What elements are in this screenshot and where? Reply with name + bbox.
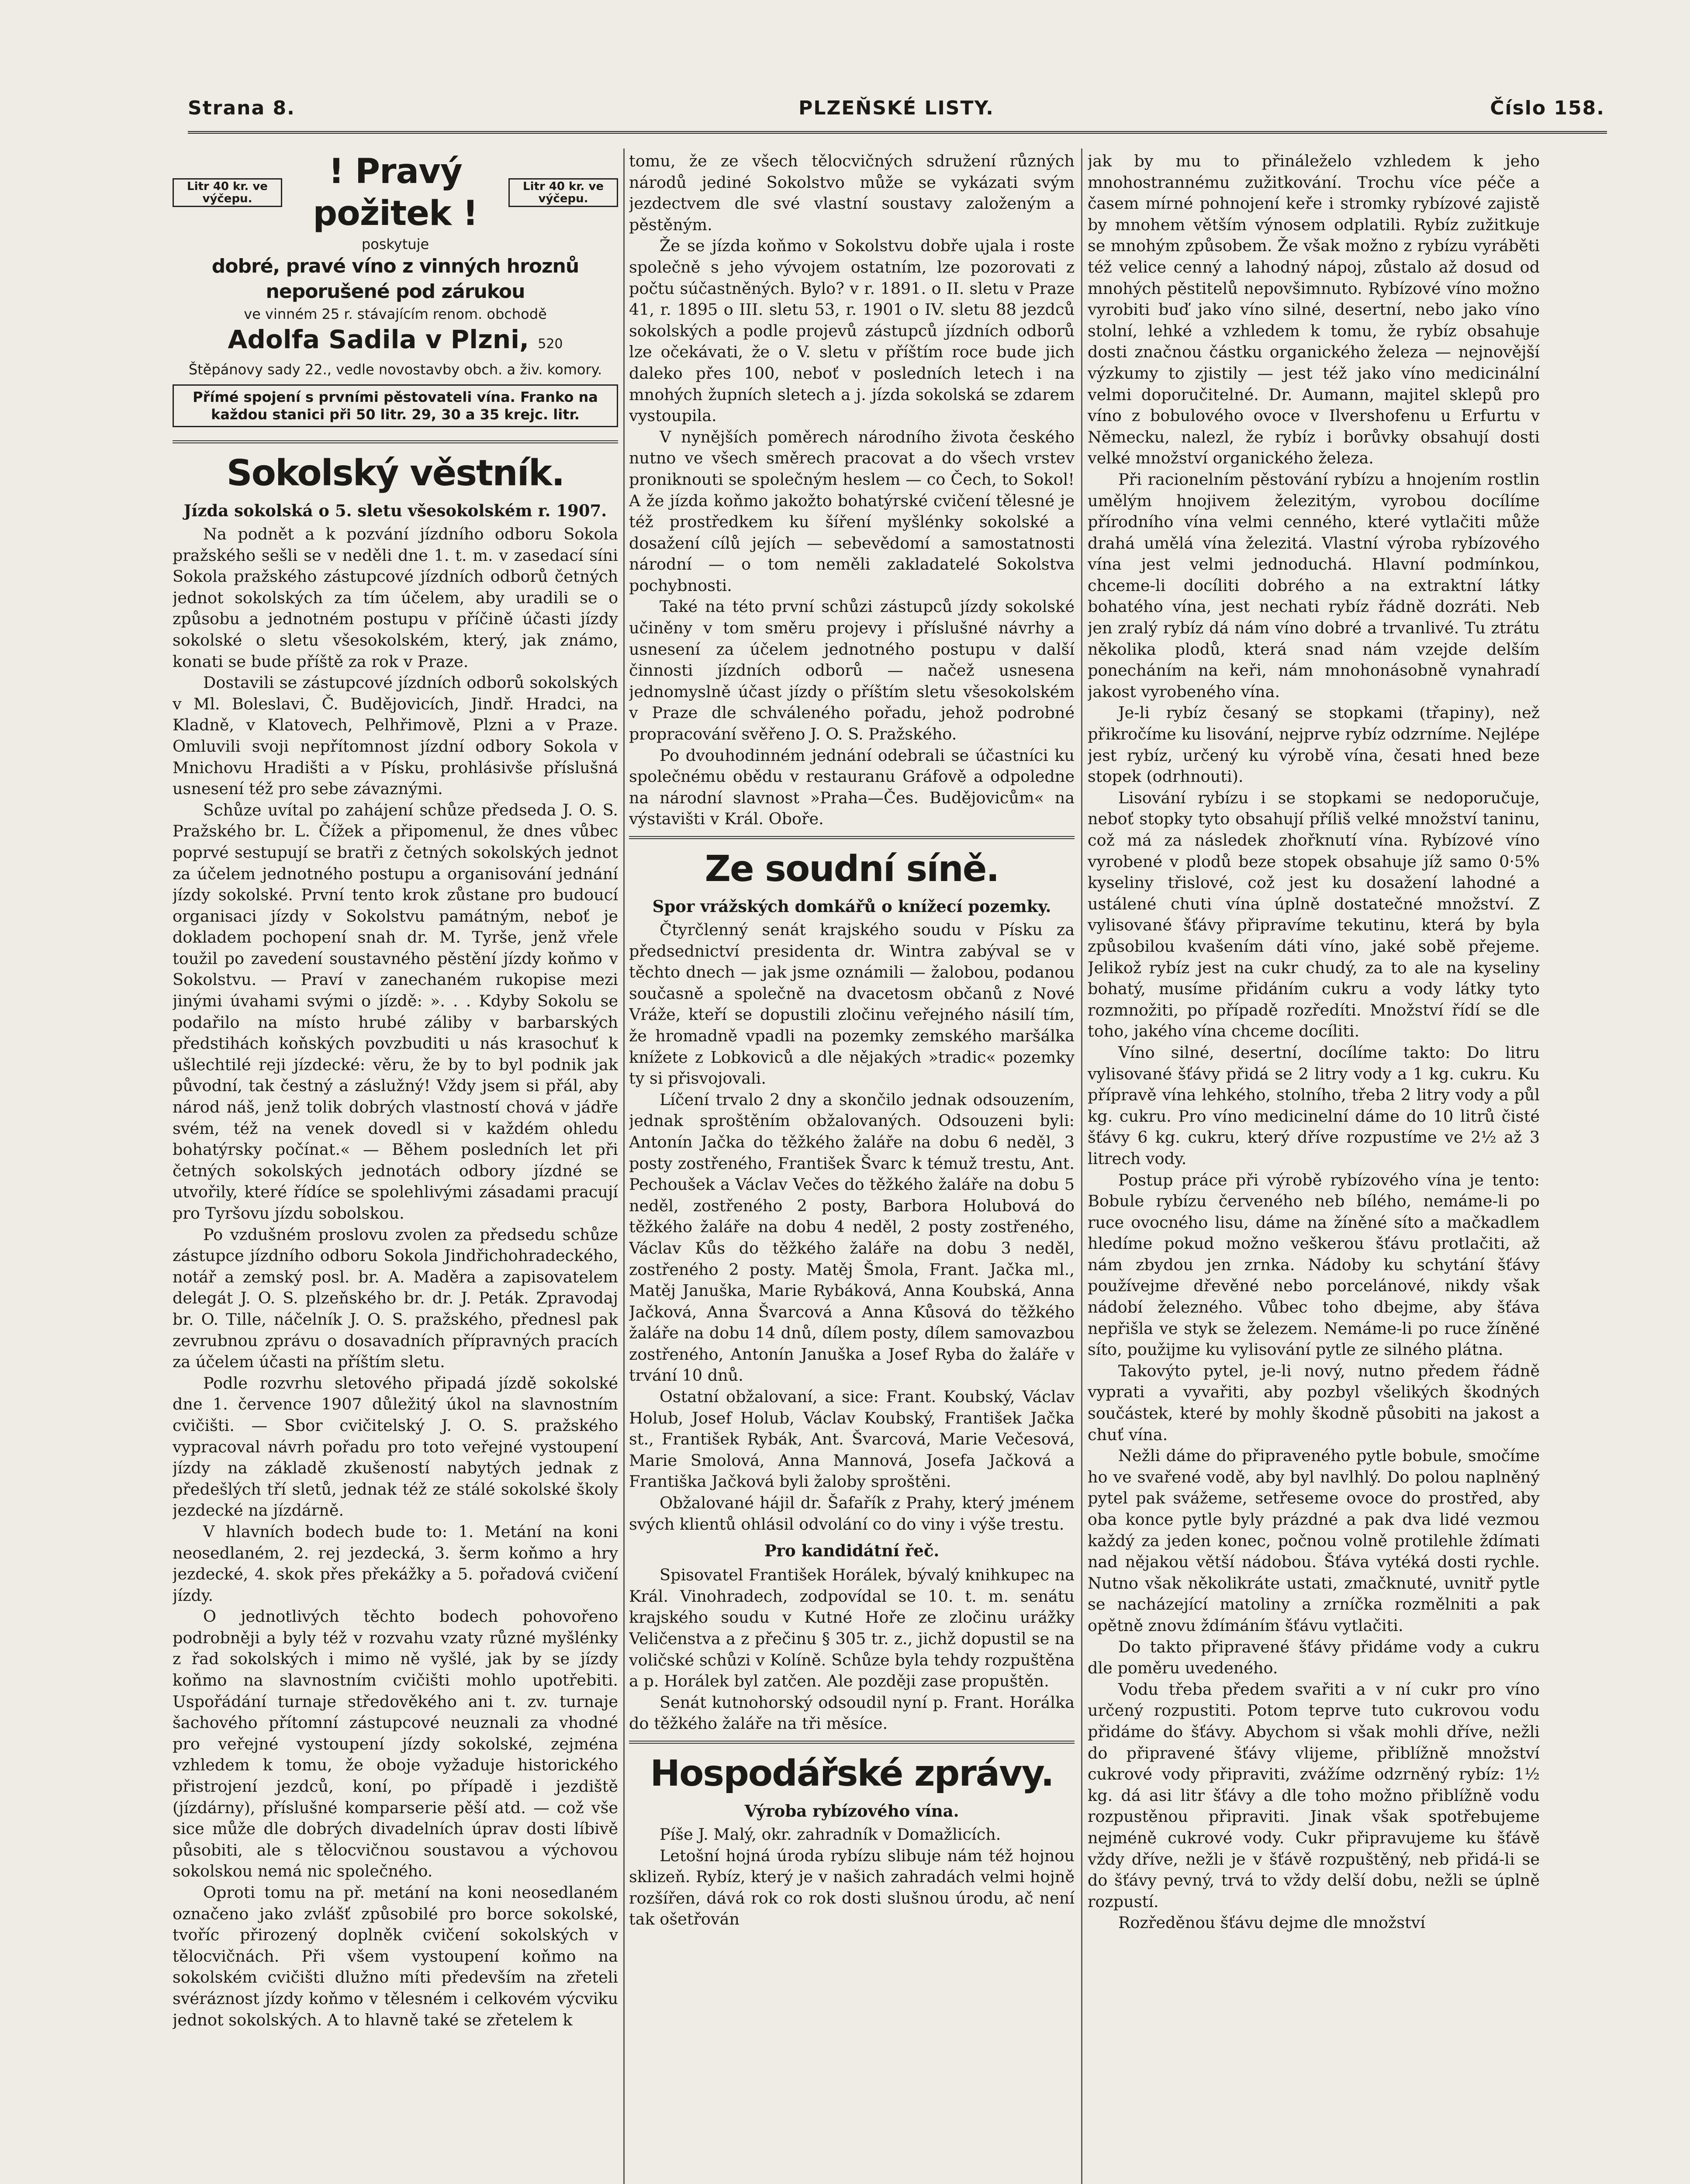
paragraph: Letošní hojná úroda rybízu slibuje nám též hojnou sklizeň. Rybíz, který je v našich zahradách velmi hojně rozšířen, dává rok co rok dosti slušnou úrodu, ač není tak ošetřován [629, 1846, 1075, 1929]
paragraph: Podle rozvrhu sletového připadá jízdě sokolské dne 1. července 1907 důležitý úkol na slavnostním cvičišti. — Sbor cvičitelský J. O. S. pražského vypracoval návrh pořadu pro toto veřejné vystoupení jízdy na základě zkušeností nabytých jednak z předešlých tří sletů, jednak též ze stálé sokolské školy jezdecké na jízdárně. [173, 1373, 618, 1520]
economy-section-title: Hospodářské zprávy. [650, 1752, 1054, 1794]
page-number: Strana 8. [188, 97, 295, 119]
court-section-title: Ze soudní síně. [705, 848, 999, 890]
paragraph: jak by mu to přináleželo vzhledem k jeho mnohostrannému zužitkování. Trochu více péče a časem mírné pohnojení keře i stromky rybízové zajistě by mnohem větším výnosem odplatili. Rybíz zužitkuje se mnohým způsobem. Že však možno z rybízu vyráběti též velice cenný a lahodný nápoj, zůstalo až dosud od mnohých pěstitelů nepovšimnuto. Rybízové víno možno vyrobiti buď jako víno silné, desertní, nebo jako víno stolní, lehké a vzhledem k tomu, že rybíz obsahuje dosti značnou částku organického železa — nejnovější výzkumy to zjistily — jest též jako víno medicinální velmi doporučitelné. Dr. Aumann, majitel sklepů pro víno z bobulového ovoce v Ilvershofenu u Erfurtu v Německu, nalezl, že rybíz i borůvky obsahují dosti velké množství organického železa. [1088, 152, 1540, 468]
section-divider [173, 440, 618, 443]
paragraph: Oproti tomu na př. metání na koni neosedlaném označeno jako zvlášť způsobilé pro borce sokolské, tvoříc přirozený doplněk cvičení sokolských v tělocvičnách. Při všem vystoupení koňmo na sokolském cvičišti dlužno míti především na zřeteli svéráznost jízdy koňmo v tělesném i celkovém výcviku jednot sokolských. A to hlavně také se zřetelem k [173, 1883, 618, 2029]
sokol-article-heading: Jízda sokolská o 5. sletu všesokolském r. 1907. [183, 501, 607, 520]
economy-article-heading: Výroba rybízového vína. [744, 1801, 959, 1821]
ad-provides: poskytuje [361, 236, 429, 252]
ad-number: 520 [538, 336, 563, 352]
paragraph: Obžalované hájil dr. Šafařík z Prahy, který jménem svých klientů ohlásil odvolání co do viny i výše trestu. [629, 1493, 1075, 1534]
ad-shop-line: ve vinném 25 r. stávajícím renom. obchodě [244, 306, 547, 322]
paragraph: Nežli dáme do připraveného pytle bobule, smočíme ho ve svařené vodě, aby byl navlhlý. Do polou naplněný pytel pak svážeme, setřeseme ovoce do prostřed, aby oba konce pytle byly prázdné a pak dva lidé vezmou každý za jeden konec, počnou volně protilehle ždímati nad nějakou větší nádobou. Šťáva vytéká dosti rychle. Nutno však několikráte ustati, zmačknuté, uvnitř pytle se nacházející matoliny a zrníčka rozmělniti a pak opětně znovu ždímáním šťávu vytlačiti. [1088, 1446, 1540, 1635]
paragraph: Rozředěnou šťávu dejme dle množství [1118, 1913, 1426, 1932]
running-head [188, 97, 1605, 132]
paragraph: V nynějších poměrech národního života českého nutno ve všech směrech pracovat a do všech vrstev proniknouti se společným heslem — co Čech, to Sokol! A že jízda koňmo jakožto bohatýrské cvičení tělesné je též prostředkem ku šíření myšlénky sokolské a dosažení cílů jejích — sebevědomí a samostatnosti národní — o tom neměli zakladatelé Sokolstva pochybnosti. [629, 427, 1075, 595]
ad-owner [173, 324, 618, 360]
ad-wine-line: dobré, pravé víno z vinných hroznů neporušené pod zárukou [211, 255, 579, 303]
column-1 [173, 151, 618, 2184]
header-rule [188, 131, 1607, 134]
paragraph: Senát kutnohorský odsoudil nyní p. Frant. Horálka do těžkého žaláře na tři měsíce. [629, 1693, 1075, 1733]
paragraph: Do takto připravené šťávy přidáme vody a cukru dle poměru uvedeného. [1088, 1637, 1540, 1678]
paragraph: tomu, že ze všech tělocvičných sdružení různých národů jediné Sokolstvo může se vykázati svým jezdectvem dle své vlastní soustavy založeným a pěstěným. [629, 152, 1075, 234]
column-rule-1 [623, 149, 625, 2184]
paragraph: Také na této první schůzi zástupců jízdy sokolské učiněny v tom směru projevy i příslušné návrhy a usnesení za účelem jednotného postupu v další činnosti jízdních odborů — načež usnesena jednomyslně účast jízdy o příštím sletu všesokolském v Praze dle schváleného pořadu, jehož podrobné propracování svěřeno J. O. S. Pražského. [629, 597, 1075, 744]
paragraph: Při racionelním pěstování rybízu a hnojením rostlin umělým hnojivem železitým, vyrobou docílíme přírodního vína velmi cenného, které vytlačiti může drahá umělá vína železitá. Vlastní výroba rybízového vína jest velmi jednoduchá. Hlavní podmínkou, chceme-li docíliti dobrého a na extraktní látky bohatého vína, jest nechati rybíz řádně dozráti. Neb jen zralý rybíz dá nám víno dobré a trvanlivé. Tu ztrátu několika plodů, která snad nám vzejde delším ponecháním na keři, nám mnohonásobně vynahradí jakost vyrobeného vína. [1088, 470, 1540, 701]
paragraph: Že se jízda koňmo v Sokolstvu dobře ujala i roste společně s jeho vývojem ostatním, lze pozorovati z počtu súčastněných. Bylo? v r. 1891. o II. sletu v Praze 41, r. 1895 o III. sletu 53, r. 1901 o IV. sletu 88 jezdců sokolských a podle projevů zástupců jízdních odborů lze očekávati, že o V. sletu v příštím roce bude jich daleko přes 100, neboť v posledních letech i na mnohých župních sletech a j. jízda sokolská se zdarem vystoupila. [629, 236, 1075, 425]
paragraph: Ostatní obžalovaní, a sice: Frant. Koubský, Václav Holub, Josef Holub, Václav Koubský, František Jačka st., František Rybák, Ant. Švarcová, Marie Večesová, Marie Smolová, Anna Mannová, Josefa Jačková a Františka Jačková byli žaloby sproštěni. [629, 1387, 1075, 1491]
price-stamp-left: Litr 40 kr. ve výčepu. [173, 178, 282, 207]
ad-slogan: ! Pravý požitek ! [313, 152, 478, 233]
paragraph: Na podnět a k pozvání jízdního odboru Sokola pražského sešli se v neděli dne 1. t. m. v zasedací síni Sokola pražského zástupcové jízdních odborů četných jednot sokolských za tím účelem, aby uradili se o způsobu a jednotném postupu v příčině účasti jízdy sokolské o sletu všesokolském, který, jak známo, konati se bude příště za rok v Praze. [173, 525, 618, 671]
section-divider [629, 1741, 1075, 1744]
column-2 [629, 151, 1075, 2184]
sokol-section-title: Sokolský věstník. [226, 453, 564, 494]
ad-owner-name: Adolfa Sadila v Plzni, [228, 325, 529, 354]
issue-number: Číslo 158. [1490, 97, 1605, 119]
paragraph: Líčení trvalo 2 dny a skončilo jednak odsouzením, jednak sproštěním obžalovaných. Odsouzeni byli: Antonín Jačka do těžkého žaláře na dobu 6 neděl, 3 posty zostřeného, František Švarc k témuž trestu, Ant. Pechoušek a Václav Večes do těžkého žaláře na dobu 5 neděl, zostřeného 2 posty, Barbora Holubová do těžkého žaláře na dobu 4 neděl, 2 posty zostřeného, Václav Kůs do těžkého žaláře na dobu 3 neděl, zostřeného 2 posty. Matěj Šmola, Frant. Jačka ml., Matěj Januška, Marie Rybáková, Anna Koubská, Anna Jačková, Anna Švarcová a Anna Kůsová do těžkého žaláře na dobu 14 dnů, dílem posty, dílem samovazbou zostřeného, Antonín Januška a Josef Ryba do žaláře v trvání 10 dnů. [629, 1090, 1075, 1385]
paragraph: Postup práce při výrobě rybízového vína je tento: Bobule rybízu červeného neb bílého, nemáme-li po ruce ovocného lisu, dáme na žíněné síto a mačkadlem hledíme pokud možno veškerou šťávu protlačiti, až nám zbydou jen zrnka. Nádoby ku schytání šťávy používejme dřevěné nebo porcelánové, nikdy však nádobí železného. Vůbec toho dbejme, aby šťáva nepřišla ve styk se železem. Nemáme-li po ruce žíněné síto, použijme ku vylisování pytle ze silného plátna. [1088, 1170, 1540, 1359]
paragraph: Spisovatel František Horálek, bývalý knihkupec na Král. Vinohradech, zodpovídal se 10. t. m. senátu krajského soudu v Kutné Hoře ze zločinu urážky Veličenstva a z přečinu § 305 tr. z., jichž dopustil se na voličské schůzi v Kolíně. Schůze byla tehdy rozpuštěna a p. Horálek byl zatčen. Ale později zase propuštěn. [629, 1565, 1075, 1691]
paragraph: Takovýto pytel, je-li nový, nutno předem řádně vyprati a vyvařiti, aby pozbyl všelikých škodných součástek, které by mohly škodně působiti na jakost a chuť vína. [1088, 1361, 1540, 1444]
column-3 [1088, 151, 1540, 2184]
paragraph: Víno silné, desertní, docílíme takto: Do litru vylisované šťávy přidá se 2 litry vody a 1 kg. cukru. Ku přípravě vína lehkého, stolního, třeba 2 litry vody a půl kg. cukru. Pro víno medicinelní dáme do 10 litrů čisté šťávy 6 kg. cukru, který dříve rozpustíme ve 2½ až 3 litrech vody. [1088, 1043, 1540, 1168]
price-stamp-right: Litr 40 kr. ve výčepu. [508, 178, 618, 207]
paragraph: Po dvouhodinném jednání odebrali se účastníci ku společnému obědu v restauranu Gráfově a odpoledne na národní slavnost »Praha—Čes. Budějovicům« na výstavišti v Král. Oboře. [629, 746, 1075, 829]
ad-box: Přímé spojení s prvními pěstovateli vína. Franko na každou stanici při 50 litr. 29, 30 a 35 krejc. litr. [173, 384, 618, 427]
paragraph: O jednotlivých těchto bodech pohovořeno podrobněji a byly též v rozvahu vzaty různé myšlénky z řad sokolských i mimo ně vyšlé, jak by se jízdy koňmo na slavnostním cvičišti mohlo upotřebiti. Uspořádání turnaje středověkého ani t. zv. turnaje šachového přítomní zástupcové neuznali za vhodné pro veřejné vystoupení jízdy sokolské, zejména vzhledem k tomu, že oboje vyžaduje historického přistrojení jezdců, koní, po případě i jezdiště (jízdárny), příslušné komparserie pěší atd. — což vše sice může dle dobrých divadelních úprav dosti líbivě působiti, ale s tělocvičnou soustavou a výchovou sokolskou nemá nic společného. [173, 1607, 618, 1881]
column-rule-2 [1081, 149, 1082, 2184]
paragraph: Lisování rybízu i se stopkami se nedoporučuje, neboť stopky tyto obsahují příliš velké množství taninu, což má za následek zhořknutí vína. Rybízové víno vyrobené v plodů beze stopek obsahuje jíž samo 0·5% kyseliny třislové, což jest ku dosažení lahodné a ustálené chuti vína úplně dostatečné množství. Z vylisované šťávy připravíme tekutinu, která by byla způsobilou kvašením dáti víno, jaké sobě přejeme. Jelikož rybíz jest na cukr chudý, za to ale na kyseliny bohatý, musíme přidáním cukru a vody látky tyto rozmnožiti, po případě rozředíti. Množství řídí se dle toho, jakého vína chceme docíliti. [1088, 788, 1540, 1041]
paragraph: Dostavili se zástupcové jízdních odborů sokolských v Ml. Boleslavi, Č. Budějovicích, Jindř. Hradci, na Kladně, v Klatovech, Pelhřimově, Plzni a v Praze. Omluvili svoji nepřítomnost jízdní odbory Sokola v Mnichovu Hradišti a v Písku, prohlásivše příslušná usnesení též pro sebe závaznými. [173, 673, 618, 798]
court-article-heading: Spor vrážských domkářů o knížecí pozemky. [652, 897, 1051, 916]
court-subheading: Pro kandidátní řeč. [764, 1541, 940, 1561]
ad-title-row [173, 151, 618, 235]
section-divider [629, 836, 1075, 839]
paragraph: V hlavních bodech bude to: 1. Metání na koni neosedlaném, 2. rej jezdecká, 3. šerm koňmo a hry jezdecké, 4. skok přes překážky a 5. pořadová cvičení jízdy. [173, 1522, 618, 1605]
paragraph: Vodu třeba předem svařiti a v ní cukr pro víno určený rozpustiti. Potom teprve tuto cukrovou vodu přidáme do šťávy. Abychom si však mohli dříve, nežli do připravené šťávy vlijeme, přiblížně množství cukrové vody připraviti, zvážíme odzrněný rybíz: 1½ kg. dá asi litr šťávy a dle toho možno přiblížně vodu rozpustěnou připraviti. Jinak však spotřebujeme nejméně cukrové vody. Cukr připravujeme ku šťávě vždy dříve, nežli je v šťávě rozpuštěný, neb přidá-li se do šťávy pevný, trvá to vždy delší dobu, nežli se úplně rozpustí. [1088, 1679, 1540, 1911]
paragraph: Je-li rybíz česaný se stopkami (třapiny), než přikročíme ku lisování, nejprve rybíz odzrníme. Nejlépe jest rybíz, určený ku výrobě vína, česati hned beze stopek (odrhnouti). [1088, 703, 1540, 786]
ad-address: Štěpánovy sady 22., vedle novostavby obch. a živ. komory. [188, 361, 602, 378]
newspaper-title: PLZEŇSKÉ LISTY. [798, 97, 994, 119]
paragraph: Schůze uvítal po zahájení schůze předseda J. O. S. Pražského br. L. Čížek a připomenul, že dnes vůbec poprvé sestupují se bratři z četných sokolských jednot za účelem jednotného postupu a organisování jednání jízdy sokolské. První tento krok zůstane pro budoucí organisaci jízdy v Sokolstvu památným, neboť je dokladem pochopení snah dr. M. Tyrše, jenž vřele toužil po zavedení soustavného pěstění jízdy koňmo v Sokolstvu. — Praví v zanechaném rukopise mezi jinými úvahami svými o jízdě: ». . . Kdyby Sokolu se podařilo na místo hrubé záliby v barbarských předstihách koňských povzbuditi u nás krasochuť k ušlechtilé reji jízdecké: věru, že by to byl podnik jak původní, tak čestný a záslužný! Vždy jsem si přál, aby národ náš, jenž tolik dobrých vlastností chová v jádře svém, též na venek dovedl si v každém ohledu bohatýrsky počínat.« — Během posledních let při četných sokolských jednotách odbory jízdné se utvořily, které řídíce se spolehlivými zásadami pracují pro Tyršovu jízdu sobolskou. [173, 800, 618, 1223]
wine-advertisement [173, 151, 618, 434]
paragraph: Čtyrčlenný senát krajského soudu v Písku za předsednictví presidenta dr. Wintra zabýval se v těchto dnech — jak jsme oznámili — žalobou, podanou současně a společně na dvacetosm občanů z Nové Vráže, kteří se dopustili zločinu veřejného násilí tím, že hromadně vpadli na pozemky zemského maršálka knížete z Lobkoviců a dle nějakých »tradic« pozemky ty si přisvojovali. [629, 920, 1075, 1088]
byline: Píše J. Malý, okr. zahradník v Domažlicích. [660, 1825, 1001, 1844]
paragraph: Po vzdušném proslovu zvolen za předsedu schůze zástupce jízdního odboru Sokola Jindřichohradeckého, notář a zemský posl. br. A. Maděra a zapisovatelem delegát J. O. S. plzeňského br. dr. J. Peták. Zpravodaj br. O. Tille, náčelník J. O. S. pražského, přednesl pak zevrubnou zprávu o dosavadních přípravných pracích za účelem účasti na příštím sletu. [173, 1225, 618, 1372]
